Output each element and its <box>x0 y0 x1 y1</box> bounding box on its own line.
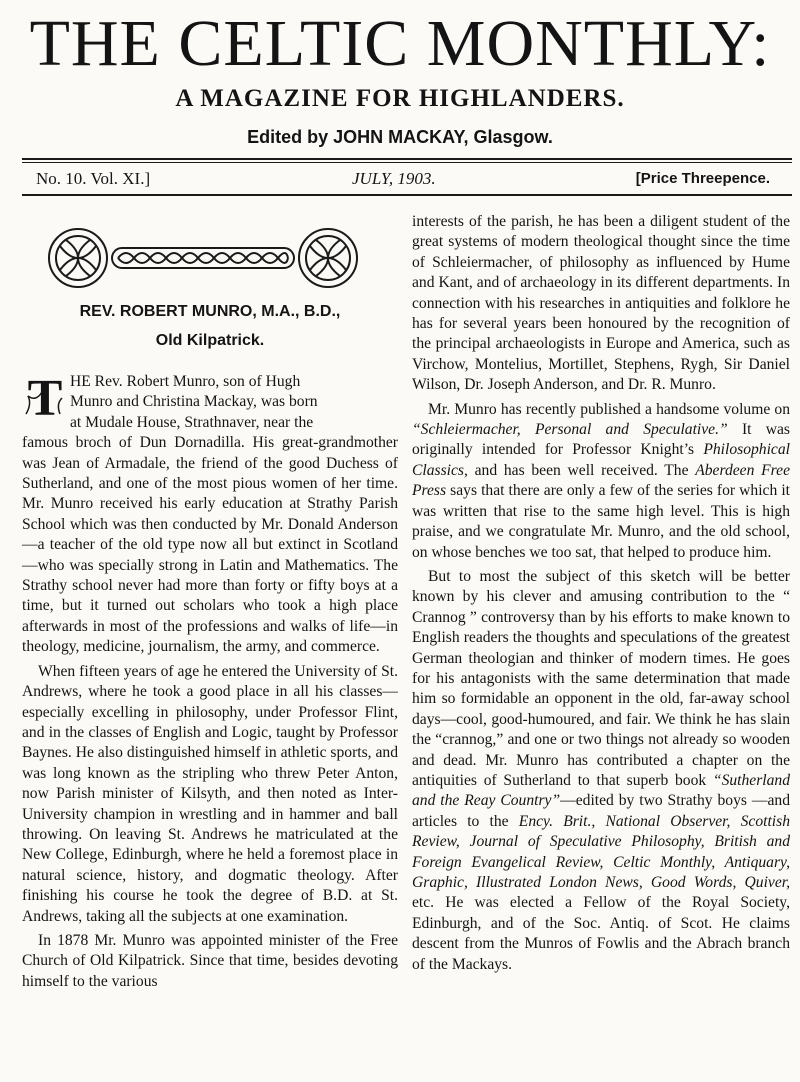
paragraph-r1: interests of the parish, he has been a diligent student of the great systems of modern theological thought since the time of Schleiermacher, of philosophy as influenced by Hume and Kant, and of archaeology in its different departments. In connection with his researches in antiquities and folklore he has for several years been honoured by the recognition of the principal archaeologists in Europe and America, such as Virchow, Montelius, Mortillet, Stephens, Rygh, Sir Daniel Wilson, Dr. Joseph Anderson, and Dr. R. Munro. <box>412 213 790 394</box>
text-run: —edited by two Strathy boys —and articles to the <box>412 792 790 830</box>
issue-date: JULY, 1903. <box>352 169 436 188</box>
right-column <box>412 212 790 979</box>
issue-price: [Price Threepence. <box>635 170 770 187</box>
text-run: But to most the subject of this sketch will be better known by his clever and amusing contribution to the “ Crannog ” controversy than by his efforts to make known to English readers the thoughts and speculations of the greatest German theologian and thinker of modern times. He goes for his antagonists with the same determination that made him so formidable an opponent in the old, far-away school days—cool, good-humoured, and fair. We think he has slain the “crannog,” and one or two things not already so wooden and dead. Mr. Munro has contributed a chapter on the antiquities of Sutherland to that superb book <box>412 567 790 789</box>
magazine-title: THE CELTIC MONTHLY: <box>29 7 771 80</box>
text-run: etc. He was elected a Fellow of the Royal Society, Edinburgh, and of the Soc. Antiq. of Scot. He claims descent from the Munros of Fowlis and the Abrach branch of the Mackays. <box>412 894 790 973</box>
left-column <box>22 372 398 996</box>
issue-line <box>22 167 792 191</box>
header-rule-top-thin <box>22 162 792 163</box>
issue-number: No. 10. Vol. XI.] <box>36 169 151 188</box>
article-place: Old Kilpatrick. <box>155 332 265 349</box>
newspaper-title: Aberdeen Free Press <box>412 461 790 500</box>
editor-line: Edited by JOHN MACKAY, Glasgow. <box>247 127 553 147</box>
paragraph-2: When fifteen years of age he entered the University of St. Andrews, where he took a good place in all his classes—especially excelling in philosophy, under Professor Flint, and in the classes of English and Logic, taught by Professor Baynes. He also distinguished himself in athletic sports, and was long known as the stripling who threw Peter Anton, now Parish minister of Kilsyth, and then noted as Inter-University champion in wrestling and in hammer and ball throwing. On leaving St. Andrews he matriculated at the New College, Edinburgh, where he held a foremost place in natural science, history, and dogmatic theology. After finishing his course he took the degree of B.D. at St. Andrews, taking all the subjects at one examination. <box>22 662 398 925</box>
text-run: , and has been well received. The <box>464 461 696 479</box>
paragraph-r2 <box>412 400 790 563</box>
text-run: Mr. Munro has recently published a handsome volume on <box>428 400 790 418</box>
celtic-knot-ornament <box>46 226 360 290</box>
lead-line-1: HE Rev. Robert Munro, son of Hugh <box>70 373 301 390</box>
paragraph-1-rest: famous broch of Dun Dornadilla. His great-grandmother was Jean of Armadale, the friend of the good Duchess of Sutherland, and one of the most pious women of her time. Mr. Munro received his early education at Strathy Parish School which was then conducted by Mr. Donald Anderson—a teacher of the old type now all but extinct in Scotland—who was specially strong in Latin and Mathematics. The Strathy school never had more than forty or fifty boys at a time, but it turned out scholars who took a high place afterwards in most of the professions and walks of life—in theology, medicine, journalism, the army, and commerce. <box>22 434 398 656</box>
text-run: says that there are only a few of the series for which it was written that rise to the same high level. This is high praise, and we congratulate Mr. Munro, and the old school, on whose benches we too sat, that helped to produce him. <box>412 482 790 561</box>
header-rule-bottom <box>22 194 792 196</box>
series-title: Philosophical Classics <box>412 441 790 479</box>
paragraph-3: In 1878 Mr. Munro was appointed minister of the Free Church of Old Kilpatrick. Since that time, besides devoting himself to the various <box>22 931 398 990</box>
paragraph-r3 <box>412 567 790 975</box>
text-run: It was originally intended for Professor Knight’s <box>412 421 790 459</box>
publication-list: Ency. Brit., National Observer, Scottish Review, Journal of Speculative Philosophy, British and Foreign Evangelical Review, Celtic Monthly, Antiquary, Graphic, Illustrated London News, Good Words, Quiver, <box>412 812 790 891</box>
book-title: “Schleiermacher, Personal and Speculative.” <box>412 421 728 439</box>
book-title: “Sutherland and the Reay Country” <box>412 771 790 810</box>
drop-cap-letter: T <box>27 370 63 427</box>
lead-line-2: Munro and Christina Mackay, was born <box>70 393 318 411</box>
header-rule-top <box>22 158 792 160</box>
magazine-subtitle: A MAGAZINE FOR HIGHLANDERS. <box>175 85 625 112</box>
lead-line-3: at Mudale House, Strathnaver, near the <box>70 413 314 431</box>
article-title: REV. ROBERT MUNRO, M.A., B.D., <box>79 303 341 320</box>
